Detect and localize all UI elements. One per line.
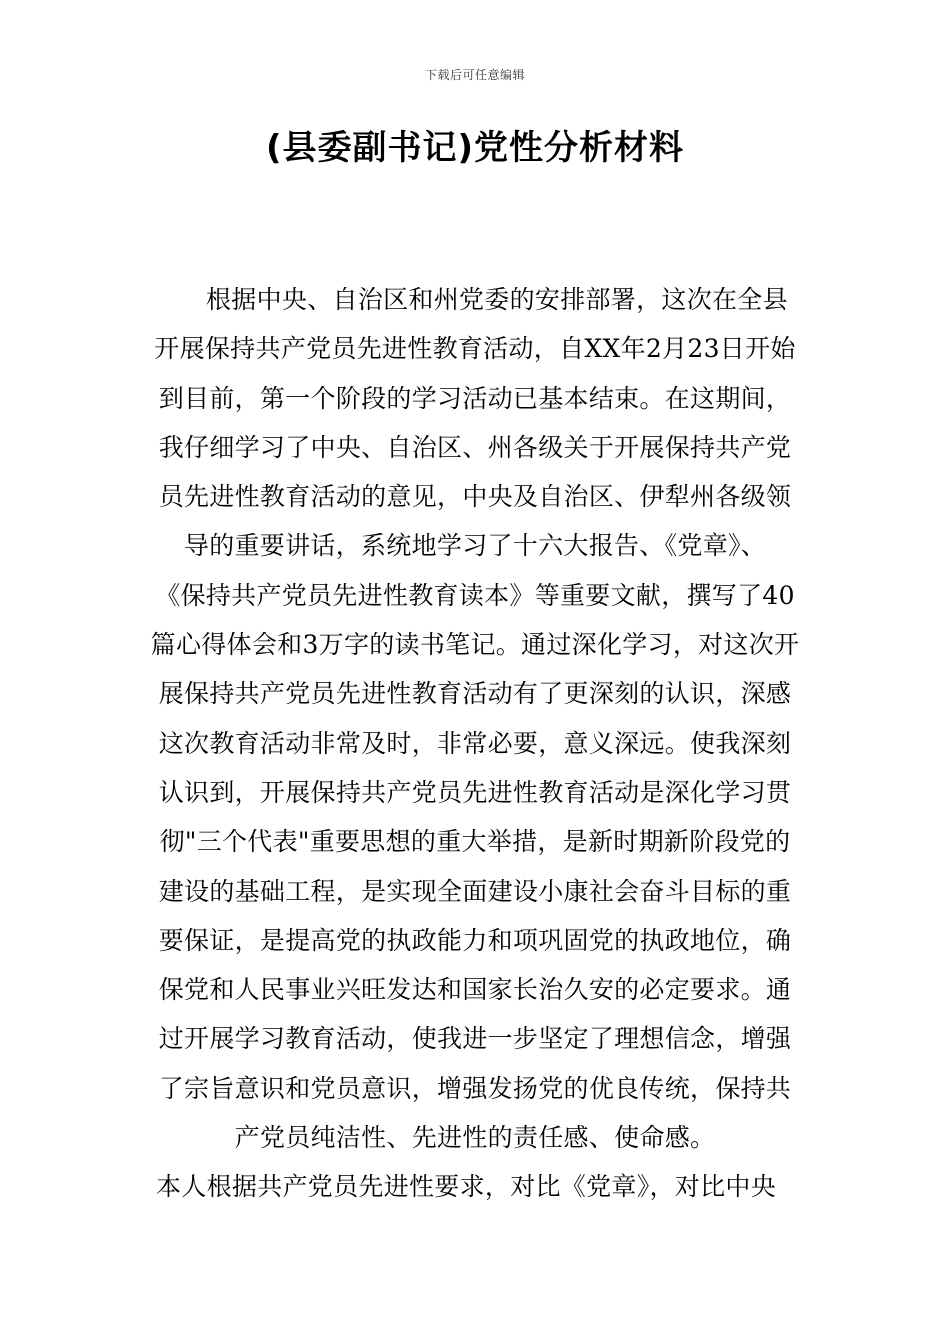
paragraph-line: 员先进性教育活动的意见，中央及自治区、伊犁州各级领 [158,482,792,512]
paragraph-line: 本人根据共产党员先进性要求，对比《党章》，对比中央 [156,1172,777,1202]
paragraph-line: 产党员纯洁性、先进性的责任感、使命感。 [234,1123,716,1153]
paragraph-line: 《保持共产党员先进性教育读本》等重要文献，撰写了40 [155,580,795,610]
paragraph-line: 展保持共产党员先进性教育活动有了更深刻的认识，深感 [158,679,792,709]
paragraph-line: 要保证，是提高党的执政能力和项巩固党的执政地位，确 [158,925,792,955]
paragraph-line: 到目前，第一个阶段的学习活动已基本结束。在这期间， [158,383,792,413]
paragraph-line: 建设的基础工程，是实现全面建设小康社会奋斗目标的重 [158,876,792,906]
paragraph-line: 认识到，开展保持共产党员先进性教育活动是深化学习贯 [158,777,792,807]
paragraph-line: 过开展学习教育活动，使我进一步坚定了理想信念，增强 [158,1024,792,1054]
paragraph-line: 篇心得体会和3万字的读书笔记。通过深化学习，对这次开 [150,630,800,660]
header-note: 下载后可任意编辑 [424,68,525,82]
document-title: (县委副书记)党性分析材料 [265,128,685,168]
body-text [140,280,810,1217]
paragraph-line: 根据中央、自治区和州党委的安排部署，这次在全县 [206,285,788,314]
paragraph-line: 彻"三个代表"重要思想的重大举措，是新时期新阶段党的 [159,827,791,857]
paragraph-line: 开展保持共产党员先进性教育活动，自XX年2月23日开始 [154,334,796,364]
paragraph-line: 这次教育活动非常及时，非常必要，意义深远。使我深刻 [158,728,792,758]
paragraph-line: 导的重要讲话，系统地学习了十六大报告、《党章》、 [183,531,767,561]
paragraph-line: 我仔细学习了中央、自治区、州各级关于开展保持共产党 [158,432,792,462]
paragraph-line: 了宗旨意识和党员意识，增强发扬党的优良传统，保持共 [158,1073,792,1103]
paragraph-line: 保党和人民事业兴旺发达和国家长治久安的必定要求。通 [158,975,792,1005]
